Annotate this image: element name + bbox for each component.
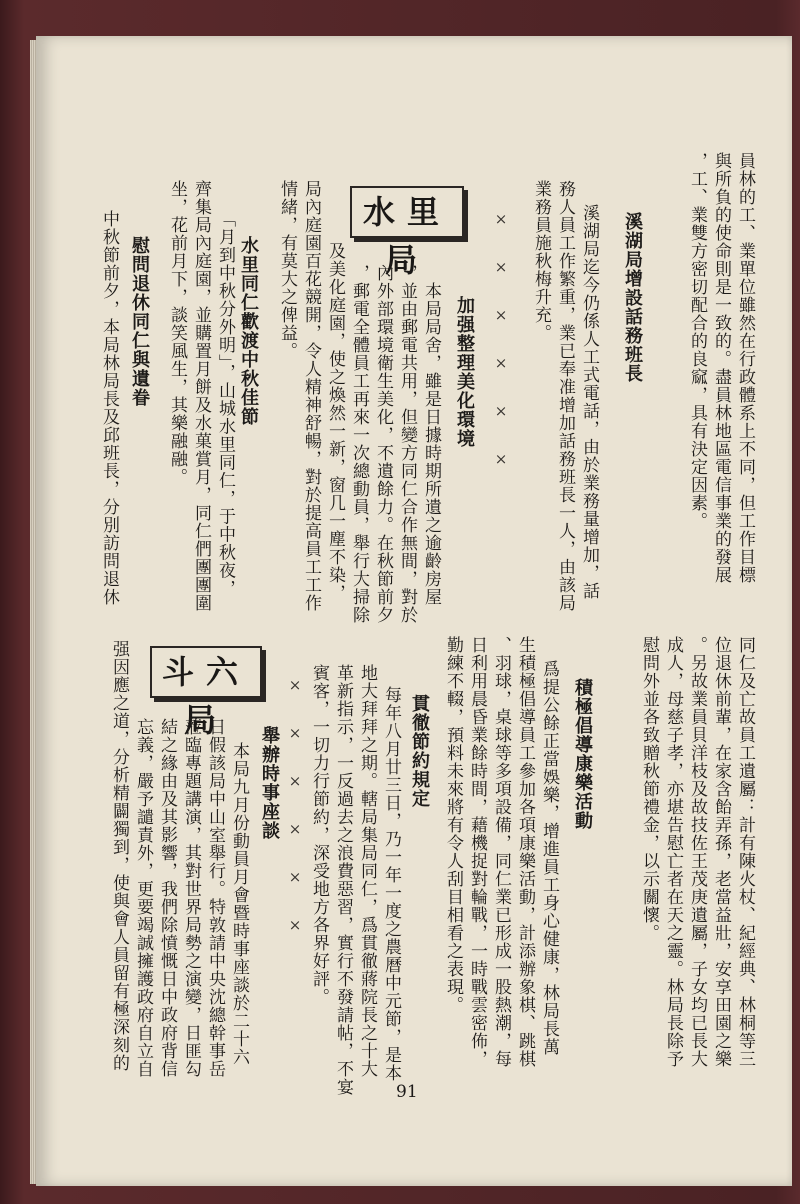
shuili-midautumn-heading: 水里同仁歡渡中秋佳節 — [238, 236, 259, 426]
douliu-line-1: 本局九月份動員月會暨時事座談於二十六 — [229, 742, 249, 1066]
shuili-visit-heading: 慰問退休同仁與遺眷 — [129, 236, 150, 407]
continued-line-3: 。另故業員貝洋枝及故技佐王茂庚遺屬，子女均已長大 — [687, 636, 707, 1068]
thrift-line-4: 賓客，一切力行節約，深受地方各界好評。 — [309, 664, 329, 1006]
thrift-line-3: 革新指示，一反過去之浪費惡習，實行不發請帖，不宴 — [333, 664, 353, 1096]
beautify-line-5: 及美化庭園，使之煥然一新，窗几一塵不染， — [325, 242, 345, 602]
douliu-line-6: 强因應之道，分析精闢獨到，使與會人員留有極深刻的 — [109, 640, 129, 1072]
continued-line-4: 成人，母慈子孝，亦堪告慰亡者在天之靈。林局長除予 — [663, 636, 683, 1068]
douliu-line-2: 日假該局中山室舉行。特敦請中央沈總幹事岳 — [205, 718, 225, 1078]
midautumn-line-2: 齊集局內庭園，並購置月餅及水菓賞月，同仁們團團圍 — [191, 180, 211, 612]
beautify-line-2: ，並由郵電共用，但變方同仁合作無間，對於 — [397, 264, 417, 624]
douliu-banner-title: 斗六局 — [161, 653, 250, 739]
thrift-heading: 貫徹節約規定 — [409, 694, 430, 808]
douliu-banner — [150, 646, 262, 739]
intro-line-3: ，工、業雙方密切配合的良窳，具有決定因素。 — [687, 152, 707, 530]
beautify-line-6: 局內庭園百花競開，令人精神舒暢，對於提高員工工作 — [301, 180, 321, 612]
continued-line-2: 位退休前輩，在家含飴弄孫，老當益壯，安享田園之樂 — [711, 636, 731, 1068]
section-separator-marks: ×××××× — [492, 210, 510, 498]
page-number: 91 — [396, 1082, 418, 1102]
douliu-heading: 舉辦時事座談 — [259, 726, 280, 840]
douliu-line-5: 忘義，嚴予譴責外，更要竭誠擁護政府自立自 — [133, 718, 153, 1078]
xihu-line-2: 務人員工作繁重，業已奉准增加話務班長一人，由該局 — [555, 180, 575, 612]
xihu-heading: 溪湖局增設話務班長 — [622, 212, 643, 383]
recreation-line-1: 爲提公餘正當娛樂，增進員工身心健康，林局長萬 — [539, 660, 559, 1056]
intro-line-2: 與所負的使命則是一致的。盡員林地區電信事業的發展 — [711, 152, 731, 584]
xihu-line-3: 業務員施秋梅升充。 — [531, 180, 551, 342]
midautumn-line-3: 坐，花前月下，談笑風生，其樂融融。 — [167, 180, 187, 486]
xihu-line-1: 溪湖局迄今仍係人工式電話，由於業務量增加，話 — [579, 204, 599, 600]
continued-line-1: 同仁及亡故員工遺屬：計有陳火杖、紀經典、林桐等三 — [735, 636, 755, 1068]
intro-line-1: 員林的工、業單位雖然在行政體系上不同，但工作目標 — [735, 152, 755, 584]
continued-line-5: 慰問外並各致贈秋節禮金，以示關懷。 — [639, 636, 659, 942]
shuili-beautify-heading: 加强整理美化環境 — [454, 296, 475, 448]
beautify-line-7: 情緒，有莫大之俾益。 — [277, 180, 297, 360]
midautumn-line-1: 「月到中秋分外明」，山城水里同仁，于中秋夜， — [215, 210, 235, 598]
shuili-banner-title: 水里局 — [362, 193, 451, 279]
thrift-line-2: 地大拜拜之期。轄局集局同仁，爲貫徹蔣院長之十大 — [357, 664, 377, 1078]
visit-line-1: 中秋節前夕，本局林局長及邱班長，分別訪問退休 — [99, 210, 119, 606]
beautify-line-3: 內外部環境衛生美化，不遺餘力。在秋節前夕 — [373, 264, 393, 624]
recreation-line-4: 日利用晨昏業餘時間，藉機捉對輪戰，一時戰雲密佈， — [467, 636, 487, 1068]
recreation-line-5: 勤練不輟，預料未來將有令人刮目相看之表現。 — [443, 636, 463, 1014]
recreation-heading: 積極倡導康樂活動 — [572, 678, 593, 830]
douliu-line-4: 結之緣由及其影響，我們除憤慨日中政府背信 — [157, 718, 177, 1078]
recreation-line-2: 生積極倡導員工參加各項康樂活動，計添辦象棋、跳棋 — [515, 636, 535, 1068]
thrift-line-1: 每年八月廿三日，乃一年一度之農曆中元節，是本 — [381, 686, 401, 1082]
beautify-line-1: 本局局舍，雖是日據時期所遺之逾齡房屋 — [421, 282, 441, 606]
douliu-line-3: 蒞臨專題講演，其對世界局勢之演變，日匪勾 — [181, 718, 201, 1078]
beautify-line-4: ，郵電全體員工再來一次總動員，舉行大掃除 — [349, 264, 369, 624]
recreation-line-3: 、羽球，桌球等多項設備，同仁業已形成一股熱潮，每 — [491, 636, 511, 1068]
shuili-banner — [350, 186, 464, 279]
section-separator-marks-2: ×××××× — [286, 676, 304, 964]
